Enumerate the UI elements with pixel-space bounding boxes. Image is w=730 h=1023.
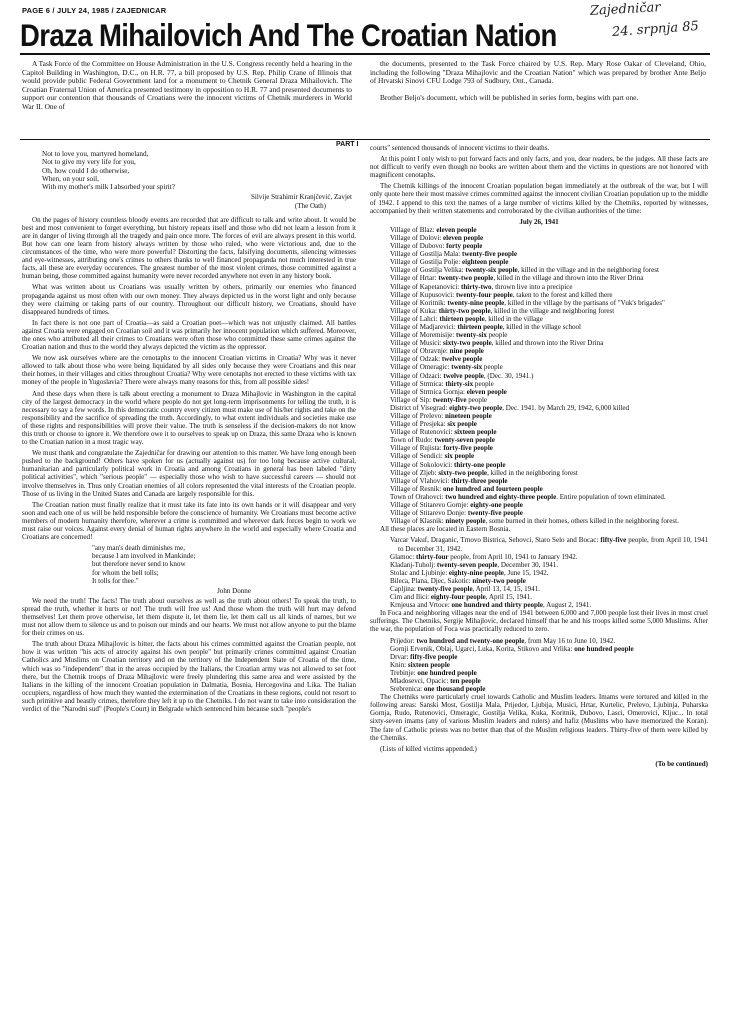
- victim-count: eighty-two people: [449, 403, 503, 412]
- poem-line: Oh, how could I do otherwise,: [42, 166, 130, 175]
- running-head: PAGE 6 / JULY 24, 1985 / ZAJEDNICAR: [22, 6, 167, 15]
- victim-list-item: [390, 355, 708, 363]
- victim-detail: , April 13, 14, 15, 1941.: [472, 584, 540, 593]
- body-paragraph: We need the truth! The facts! The truth about ourselves as well as the truth about others! To speak the truth, to spread the truth, whether it hurts or not! The truth will free us! And those whom the truth will hurt may defend themselves! Let them prove otherwise, let them dispute it, let them lie, let them call us all kinds of names, but we must not allow them to silence us and to poison our minds and our hearts. We must not allow anyone to put the blame for their crimes on us.: [22, 596, 356, 638]
- victim-list-item: [390, 291, 708, 299]
- victim-count: thirteen people: [439, 314, 485, 323]
- victim-list-item: [390, 404, 708, 412]
- victim-count: one hundred people: [574, 644, 634, 653]
- victim-count: forty people: [446, 242, 483, 251]
- place-name: Village of Stitarevo Donje:: [390, 509, 467, 518]
- victim-count: twenty-six: [455, 331, 487, 340]
- victim-detail: , Dec. 1941. by March 29, 1942, 6,000 killed: [502, 403, 630, 412]
- body-paragraph: The truth about Draza Mihajlovic is bitter, the facts about his crimes committed against the Croatian people, not how it was written "his acts of atrocity against his own people" but primarily crimes committed against Croatian Catholics and Muslims on Croatian territory and on the territory of the Independent State of Croatia of the time, which was so "independent" that in the areas occupied by the Italians, the Croatian army was not allowed to set foot there, but the Chetnik troops of Draza Mihajlovic were freely plundering this same area and were assisted by the Italians in the killing of the innocent Croatian population in Dalmatia, Bosnia, Hercegovina and Lika. The Italian occupiers, regardless of how much they wanted the extermination of the Croatians in these regions, could not resort to such primitive and beastly crimes, therefore they left it up to the Chetniks. I do not want to take into consideration the verdict of the "Narodni sud" (People's Court) in Belgrade which sentenced him because such "people's: [22, 640, 356, 714]
- place-name: Village of Kapetanovici:: [390, 282, 460, 291]
- poem-line: When, on your soil,: [42, 174, 99, 183]
- victim-list-item: [390, 501, 708, 509]
- victim-list-item: [390, 242, 708, 250]
- victim-list-item: [390, 593, 708, 601]
- place-name: Stolac and Ljubinje:: [390, 568, 448, 577]
- place-name: Mladosevci, Opacic:: [390, 677, 449, 685]
- victim-count: eighty-nine people: [448, 568, 504, 577]
- victim-count: twenty-five people: [417, 584, 473, 593]
- handwritten-annotation: Zajedničar: [589, 0, 661, 19]
- victim-list-item: [390, 677, 708, 685]
- quote-line: because I am involved in Mankinde;: [92, 552, 196, 561]
- victim-list-item: [390, 283, 708, 291]
- victim-detail: , killed in the village school: [502, 322, 581, 331]
- place-name: Village of Madjarevici:: [390, 322, 456, 331]
- victim-list-item: [390, 477, 708, 485]
- victim-count: nine people: [449, 347, 484, 356]
- victim-list-item: [390, 299, 708, 307]
- to-be-continued: (To be continued): [655, 759, 708, 768]
- victim-count: sixty-two people: [438, 468, 488, 477]
- victim-list-item: [390, 420, 708, 428]
- victim-list-item: [390, 266, 708, 274]
- place-name: Village of Gostilja Mala:: [390, 250, 461, 259]
- quote-line: but therefore never send to know: [92, 560, 186, 569]
- victim-count: thirteen people: [457, 322, 503, 331]
- intro-rule: [20, 139, 710, 140]
- victim-list-item: [390, 493, 708, 501]
- victim-count: eleven people: [466, 387, 507, 396]
- victim-count: eighteen people: [462, 258, 509, 267]
- victim-detail: , April 15, 1941.: [485, 593, 532, 602]
- place-name: Village of Kupusovici:: [390, 290, 455, 299]
- victim-list-item: [390, 561, 708, 569]
- victim-count: twenty-four people: [455, 290, 513, 299]
- body-paragraph: In Foca and neighboring villages near the end of 1941 between 6,000 and 7,000 people lost their lives in most cruel sufferings. The Chetniks, Sergije Mihajlovic, declared himself that he and his troops killed some 5,000 Muslims. After the war, the population of Foca was practically reduced to zero.: [370, 609, 708, 634]
- place-name: Village of Dubovo:: [390, 242, 445, 251]
- victim-count: six people: [444, 452, 475, 461]
- body-paragraph: The Chetnik killings of the innocent Croatian population began immediately at the outbreak of the war, but I will only quote here their most massive crimes committed against the innocent civilian Croatian population up to the middle of 1942. I append to this text the names of a large number of victims killed by the Chetniks, reported by witnesses, accompanied by their written statements and corroborated by the civilian authorities of the time:: [370, 182, 708, 215]
- victim-list-item: [390, 436, 708, 444]
- victim-list-item: [390, 553, 708, 561]
- victim-count: twenty-six: [451, 363, 483, 372]
- victim-list-item: [390, 323, 708, 331]
- victim-count: twenty-five people: [462, 250, 517, 259]
- victim-detail: people, from April 10, 1941 to December 31, 1942.: [398, 536, 708, 553]
- victim-list: [370, 536, 708, 609]
- victim-detail: , killed and thrown into the River Drina: [491, 339, 604, 348]
- headline-rule: [20, 53, 710, 55]
- victim-list-item: [390, 601, 708, 609]
- place-name: Village of Presjeka:: [390, 420, 446, 429]
- place-name: Trebinje:: [390, 668, 416, 677]
- victim-detail: , June 15, 1942.: [503, 568, 549, 577]
- victim-list-item: [390, 258, 708, 266]
- victim-count: thirty-two: [461, 282, 492, 291]
- victim-list-item: [390, 452, 708, 460]
- victim-list-item: [390, 517, 708, 525]
- victim-list-item: [390, 412, 708, 420]
- victim-list-item: [390, 315, 708, 323]
- victim-count: thirty-two people: [438, 306, 491, 315]
- victim-count: twenty-six people: [465, 266, 518, 275]
- place-name: Village of Omeragic:: [390, 363, 450, 372]
- victim-detail: , taken to the forest and killed there: [512, 290, 613, 299]
- victim-list-item: [390, 669, 708, 677]
- body-paragraph: In fact there is not one part of Croatia—as said a Croatian poet—which was not unjustly claimed. All battles against Croatia were engaged on Croatian soil and it was primarily her innocent population which suffered. Moreover, the ones who attributed all their crimes to Croatians were often those who committed these same crimes against the Croatian nation and thus to the world they always depicted the victim as the oppressor.: [22, 318, 356, 352]
- quote-line: It tolls for thee.": [92, 576, 139, 585]
- victim-list-item: [390, 307, 708, 315]
- victim-count: one thousand people: [423, 685, 486, 694]
- poem-line: With my mother's milk I absorbed your spirit?: [42, 183, 175, 192]
- intro-right: [370, 60, 706, 110]
- place-name: Village of Prelevo:: [390, 412, 444, 420]
- place-name: Village of Rutenovici:: [390, 428, 453, 437]
- victim-list-item: [390, 469, 708, 477]
- victim-detail: , killed in the neighboring forest: [487, 468, 578, 477]
- quote-author: John Donne: [217, 586, 251, 595]
- place-name: Village of Vlahovici:: [390, 476, 450, 485]
- poem-author: Silvije Strahimir Kranjčević, Zavjet: [251, 193, 352, 202]
- victim-list-item: [390, 250, 708, 258]
- victim-list-item: [390, 577, 708, 585]
- victim-list-item: [390, 645, 708, 653]
- handwritten-date: 24. srpnja 85: [611, 18, 700, 41]
- victim-count: twenty-nine people: [447, 298, 505, 307]
- intro-left: [22, 60, 352, 120]
- place-name: Knin:: [390, 660, 407, 669]
- victim-count: twenty-two people: [438, 274, 494, 283]
- place-name: Bileca, Plana, Djec, Sakotic:: [390, 576, 471, 585]
- victim-detail: , from May 16 to June 10, 1942.: [524, 636, 616, 645]
- victim-count: thirty-one people: [453, 460, 506, 469]
- victim-count: ten people: [450, 677, 481, 685]
- victim-list-item: [390, 226, 708, 234]
- place-name: Village of Dolovi:: [390, 233, 442, 242]
- body-paragraph: What was written about us Croatians was usually written by others, primarily our enemies who financed propaganda against us most often with our own money. They always depicted us in the worst light and only because they were claiming or taking parts of our country. Throughout our difficult history, we Croatians, should have disappeared hundreds of times.: [22, 283, 356, 316]
- victim-list-item: [390, 509, 708, 517]
- victim-count: twenty-seven people: [436, 560, 498, 569]
- victim-count: sixteen people: [454, 428, 497, 437]
- intro-paragraph: the documents, presented to the Task Force chaired by U.S. Rep. Mary Rose Oakar of Cleveland, Ohio, including the following "Draza Mihajlovic and the Croatian Nation" which was prepared by brother Ante Beljo of Hrvatski Sinovi CFU Lodge 793 of Sudbury, Ont., Canada.: [370, 59, 706, 86]
- victim-list-item: [390, 388, 708, 396]
- place-name: Village of Gostilja Velika:: [390, 266, 464, 275]
- victim-detail: , killed in the village and in the neighboring forest: [517, 266, 659, 275]
- place-name: Village of Kuka:: [390, 306, 437, 315]
- victim-count: one hundred people: [417, 668, 477, 677]
- victim-count: eighty-one people: [470, 501, 523, 510]
- victim-count: twelve people: [443, 371, 484, 380]
- place-name: Village of Musici:: [390, 339, 442, 348]
- victim-list-item: [390, 274, 708, 282]
- victim-count: sixteen people: [407, 660, 450, 669]
- victim-list-item: [390, 444, 708, 452]
- place-name: Village of Strmica:: [390, 379, 444, 388]
- victim-list-item: [390, 347, 708, 355]
- place-name: Srebrenica:: [390, 685, 423, 694]
- place-name: District of Visegrad:: [390, 403, 448, 412]
- place-name: Village of Blaz:: [390, 225, 435, 234]
- victim-count: sixty-two people: [443, 339, 492, 348]
- victim-detail: , killed in the village and thrown into the River Drina: [493, 274, 644, 283]
- intro-paragraph: A Task Force of the Committee on House Administration in the U.S. Congress recently held a hearing in the Capitol Building in Washington, D.C., on H.R. 77, a bill proposed by U.S. Rep. Philip Crane of Illinois that would provide public Federal Government land for a monument to Chetnik General Draza Mihailovich. The Croatian Fraternal Union of America presented testimony in opposition to H.R. 77 and presented documents to support our contention that thousands of Croatians were the innocent victims of Chetnik murderers in World War II. One of: [22, 59, 352, 111]
- body-paragraph: We must thank and congratulate the Zajedničar for drawing our attention to this matter. We have long enough been pushed to the background! Others have spoken for us (actually against us) for too long because active cultural, humanitarian and particularly political work in Croatia and among Croatians in general has been labeled "dirty political activities", which "serious people" — especially those who wish to have successful careers — should not involve themselves in. Thus only Croatian enemies of all colors represented the vital interests of the Croatian people. Those of us living in the United States and Canada are largely responsible for this.: [22, 449, 356, 498]
- victim-count: twenty-five people: [467, 509, 523, 518]
- place-name: Town of Rudo:: [390, 436, 433, 445]
- place-name: Village of Sokolovici:: [390, 460, 453, 469]
- place-name: Cim and Ilici:: [390, 593, 430, 602]
- quote-line: "any man's death diminishes me,: [92, 544, 186, 553]
- headline: Draza Mihailovich And The Croatian Nation: [20, 17, 557, 53]
- place-name: Village of Zljeb:: [390, 468, 437, 477]
- victim-count: forty-five people: [443, 444, 493, 453]
- victim-count: two hundred and eighty-three people: [445, 492, 557, 501]
- body-paragraph: All these places are located in Eastern Bosnia.: [380, 525, 511, 534]
- victim-detail: , some burned in their homes, others killed in the neighboring forest.: [485, 517, 679, 526]
- place-name: Village of Gostilja Polje:: [390, 258, 461, 267]
- body-paragraph: The Croatian nation must finally realize that it must take its fate into its own hands or it will disappear and very soon and each one of us will be held responsible before the conscience of humanity. We Croatians must become active members of modern humanity therefore, wherever a crime is committed and wherever dark forces begin to work we must raise our voices. Against every denial of human rights anywhere in the world and especially where Croatia and Croatians are concerned!: [22, 500, 356, 542]
- date-heading: July 26, 1941: [519, 217, 559, 226]
- body-paragraph: courts" sentenced thousands of innocent victims to their deaths.: [370, 144, 550, 152]
- victim-list-item: [390, 372, 708, 380]
- victim-count: fifty-five people: [410, 652, 458, 661]
- body-paragraph: At this point I only wish to put forward facts and only facts, and you, dear readers, be the judges. All these facts are not difficult to verify even though no books are written about them and the victims in questions are not honored with magnificent cenotaphs.: [370, 155, 708, 180]
- victim-count: twenty-five: [432, 395, 467, 404]
- place-name: Varcar Vakuf, Draganic, Trnovo Bistrica, Sehovci, Staro Selo and Bocac:: [390, 536, 599, 545]
- place-name: Capljina:: [390, 584, 416, 593]
- place-name: Village of Stitarevo Gornje:: [390, 501, 469, 510]
- victim-list-item: [390, 653, 708, 661]
- victim-list-item: [390, 339, 708, 347]
- victim-detail: . Entire population of town eliminated.: [556, 492, 666, 501]
- victim-count: one hundred and thirty people: [451, 601, 543, 610]
- body-paragraph: We now ask ourselves where are the cenotaphs to the innocent Croatian victims in Croatia? Why was it never allowed to talk about those who were being liquidated by all sides only because they were Croatians and this near their homes, in their villages and cities throughout Croatia? Why were cenotaphs not erected to these victims with tax money of the people in Yugoslavia? There were always many reasons for this, from all possible sides!: [22, 354, 356, 387]
- victim-count: thirty-three people: [451, 476, 508, 485]
- victim-count: ninety-two people: [472, 576, 526, 585]
- victim-count: eleven people: [436, 225, 477, 234]
- donne-quote: [92, 544, 356, 584]
- victim-list-item: [390, 380, 708, 388]
- place-name: Village of Obravnje:: [390, 347, 448, 356]
- victim-detail: , December 30, 1941.: [497, 560, 559, 569]
- victim-count: thirty-six: [445, 379, 474, 388]
- victim-list-item: [390, 234, 708, 242]
- body-paragraph: On the pages of history countless bloody events are recorded that are difficult to talk and write about. It would be best and most convenient to forget everything, but history repeats itself and those who did not learn a lesson from it are in danger of living through all the tragedy and pain once more. The forces of evil are always present in this world. But how can one learn from history always written by those who ruled, who were victorious and, due to the circumstances of the time, who were more powerful? Distorting the facts, falsifying documents, silencing witnesses and eye-witnesses, attributing one's crimes to others thanks to well financed propaganda not much interested in true facts, all these are everyday occurences. The greatest number of the most violent crimes, those committed against a human being, those committed against humanity were never recorded anywhere not even in any history book.: [22, 215, 356, 281]
- victim-detail: , killed in the village by the partisans of "Vuk's brigades": [504, 298, 665, 307]
- place-name: Village of Resnik:: [390, 484, 442, 493]
- place-name: Village of Odzaci:: [390, 371, 442, 380]
- right-column: [370, 144, 708, 768]
- victim-list-item: [390, 585, 708, 593]
- victim-count: fifty-five: [600, 536, 627, 545]
- victim-count: eighty-four people: [430, 593, 486, 602]
- victim-list-item: [390, 661, 708, 669]
- left-column: [22, 150, 356, 716]
- victim-detail: , (Dec. 30, 1941.): [483, 371, 534, 380]
- place-name: Village of Koritnik:: [390, 298, 446, 307]
- place-name: Village of Rujista:: [390, 444, 442, 453]
- victim-detail: , killed in the village: [484, 314, 543, 323]
- list-note: (Lists of killed victims appended.): [380, 744, 477, 753]
- place-name: Village of Hrtar:: [390, 274, 437, 283]
- victim-detail: people, from April 10, 1941 to January 1942.: [448, 552, 578, 561]
- victim-detail: people: [473, 379, 494, 388]
- place-name: Village of Odzak:: [390, 355, 441, 364]
- quote-line: for whom the bell tolls;: [92, 568, 159, 577]
- victim-list-item: [390, 396, 708, 404]
- victim-count: six people: [447, 420, 477, 429]
- poem-title: (The Oath): [294, 201, 326, 210]
- place-name: Kladanj-Tuholj:: [390, 560, 436, 569]
- place-name: Prijedor:: [390, 636, 415, 645]
- victim-list-item: [390, 536, 708, 552]
- place-name: Village of Moremisije:: [390, 331, 455, 340]
- place-name: Drvar:: [390, 652, 409, 661]
- place-name: Gornji Ervenik, Oblaj, Ugarci, Luka, Korita, Stikovo and Vrlika:: [390, 644, 573, 653]
- victim-detail: people: [482, 363, 503, 372]
- body-paragraph: And these days when there is talk about erecting a monument to Draza Mihajlovic in Washington in the capital city of the largest democracy in the world where people do not get long-term imprisonments for telling the truth, it is necessary to say a few words. In this democratic country every citizen must make use of his/her rights and take on the responsibility and the sacrifice of spreading the truth. Accordingly, to what extent individuals and societies make use of these rights and responsibilities will prove their value. The truth is senseless if the decision-makers do not know this truth or choose to ignore it. We therefore owe it to ourselves to speak up on Draza, this same Draza who is known to the Croatian nation in a most tragic way.: [22, 389, 356, 447]
- victim-detail: , thrown live into a precipice: [491, 282, 573, 291]
- victim-count: ninety people: [445, 517, 486, 526]
- victim-count: one hundred and fourteen people: [443, 484, 543, 493]
- victim-list-item: [390, 569, 708, 577]
- opening-poem: [42, 150, 356, 191]
- victim-list: [370, 226, 708, 525]
- place-name: Village of Lahci:: [390, 314, 438, 323]
- victim-list-item: [390, 485, 708, 493]
- victim-list-item: [390, 363, 708, 371]
- body-paragraph: The Chetniks were particularly cruel towards Catholic and Muslim leaders. Imams were tortured and killed in the following areas: Sanski Most, Gostilja Mala, Prijedor, Ljubija, Musici, Hrtar, Kurtelic, Prelevo, Ljubinja, Puharska Gornja, Rudo, Rutenovici, Omeragic, Gostilja Velika, Kuka, Koritnik, Dubovo, Lasci, Omerovici, Kljuc... In total sixty-seven imams (any of various Muslim leaders and rulers) and hafiz (Muslims who have memorized the Koran). The fate of Catholic priests was no better than that of the Muslim religious leaders. Thirty-five of them were killed by the Chetniks.: [370, 693, 708, 742]
- victim-list-item: [390, 637, 708, 645]
- place-name: Glamoc:: [390, 552, 415, 561]
- victim-list-item: [390, 428, 708, 436]
- victim-detail: people: [486, 331, 508, 340]
- victim-detail: people: [466, 395, 488, 404]
- place-name: Town of Orahovci:: [390, 492, 444, 501]
- place-name: Krnjeusa and Vrtoce:: [390, 601, 450, 610]
- victim-count: nineteen people: [444, 412, 492, 420]
- victim-list: [370, 637, 708, 694]
- victim-count: two hundred and twenty-one people: [416, 636, 525, 645]
- victim-list-item: [390, 685, 708, 693]
- intro-paragraph: Brother Beljo's document, which will be published in series form, begins with part one.: [380, 92, 639, 102]
- place-name: Village of Klasnik:: [390, 517, 444, 526]
- victim-list-item: [390, 461, 708, 469]
- place-name: Village of Sip:: [390, 395, 432, 404]
- victim-count: twenty-seven people: [434, 436, 495, 445]
- victim-detail: , August 2, 1941.: [542, 601, 592, 610]
- victim-count: eleven people: [443, 233, 484, 242]
- place-name: Village of Strmica Gornja:: [390, 387, 465, 396]
- poem-line: Not to give my very life for you,: [42, 158, 136, 167]
- victim-detail: , killed in the village and neighboring forest: [490, 306, 615, 315]
- victim-list-item: [390, 331, 708, 339]
- part-label: PART I: [336, 141, 359, 148]
- poem-line: Not to love you, martyred homeland,: [42, 150, 149, 158]
- place-name: Village of Sendici:: [390, 452, 443, 461]
- victim-count: thirty-four: [416, 552, 449, 561]
- victim-count: twelve people: [441, 355, 483, 364]
